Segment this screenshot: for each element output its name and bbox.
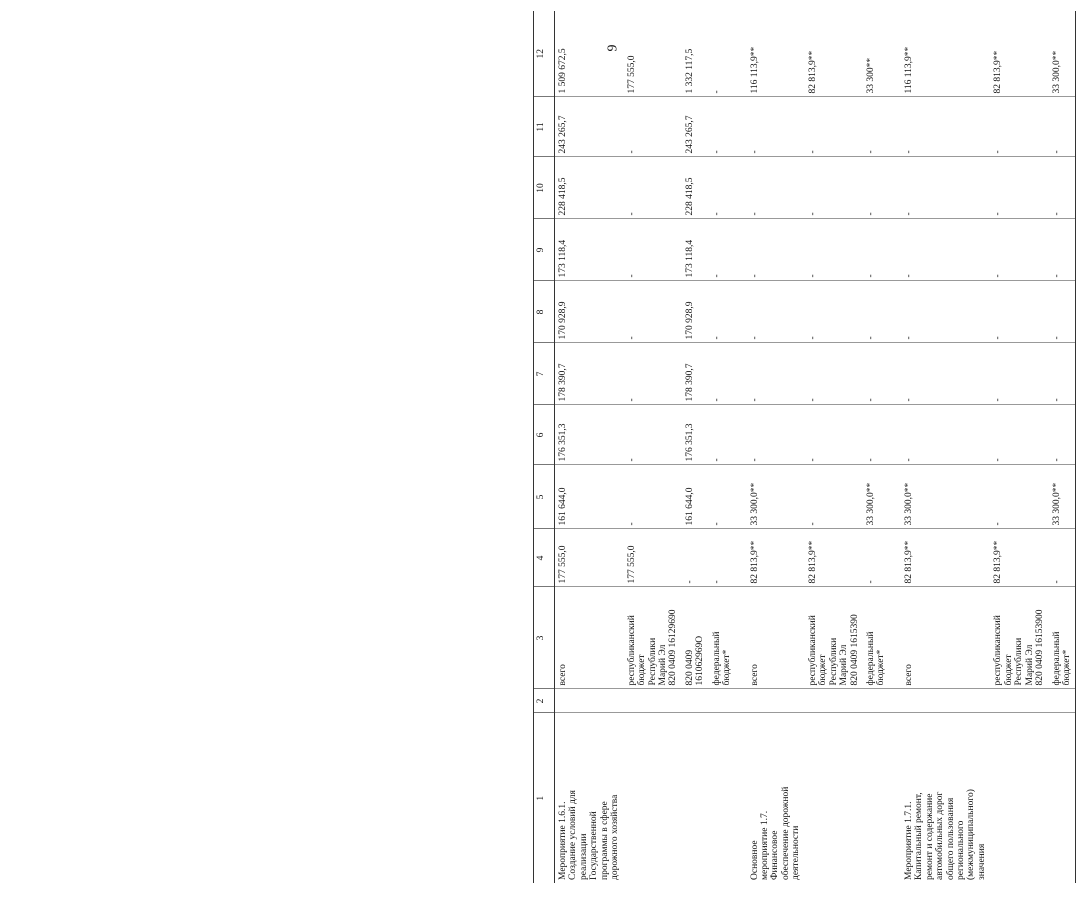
value-cell: 82 813,9** [805,11,863,97]
value-cell: - [863,97,890,157]
value-cell: 82 813,9** [890,529,991,587]
value-cell: - [990,405,1048,465]
value-cell: - [990,97,1048,157]
value-cell: - [709,11,736,97]
funding-source-cell: 820 0409 161062969О [682,587,709,689]
value-cell: - [736,343,805,405]
value-cell: - [990,343,1048,405]
value-cell: - [805,465,863,529]
value-cell: 170 928,9 [555,281,624,343]
value-cell: - [624,281,682,343]
value-cell: 33 300,0** [890,465,991,529]
value-cell: - [863,157,890,219]
executor-cell [709,689,736,713]
value-cell: 82 813,9** [990,529,1048,587]
value-cell: 177 555,0 [555,529,624,587]
measure-name-cell [1049,713,1076,883]
measure-name-cell [805,713,863,883]
value-cell: - [709,157,736,219]
value-cell: 176 351,3 [555,405,624,465]
value-cell: - [863,219,890,281]
funding-source-cell: республиканский бюджет Республики Марий Эл 820 0409 1615390 [805,587,863,689]
budget-table [533,11,1076,883]
executor-cell [1049,689,1076,713]
table-row [736,11,805,883]
value-cell: 161 644,0 [555,465,624,529]
table-row [805,11,863,883]
executor-cell [990,689,1048,713]
funding-source-cell: всего [736,587,805,689]
column-header-11: 11 [534,97,555,157]
column-header-7: 7 [534,343,555,405]
funding-source-cell: федеральный бюджет* [1049,587,1076,689]
measure-name-cell: Основное мероприятие 1.7. Финансовое обеспечение дорожной деятельности [749,786,802,880]
funding-source-cell: всего [890,587,991,689]
value-cell: - [709,465,736,529]
value-cell: - [890,97,991,157]
page-number: 9 [605,44,621,52]
executor-cell [890,689,991,713]
value-cell: - [1049,405,1076,465]
value-cell: 170 928,9 [682,281,709,343]
value-cell: - [890,281,991,343]
value-cell: 243 265,7 [682,97,709,157]
value-cell: 243 265,7 [555,97,624,157]
value-cell: - [890,405,991,465]
table-row [890,11,991,883]
value-cell: - [805,157,863,219]
value-cell: 177 555,0 [624,529,682,587]
value-cell: 116 113,9** [736,11,805,97]
value-cell: 178 390,7 [555,343,624,405]
funding-source-cell: республиканский бюджет Республики Марий Эл 820 0409 16129690 [624,587,682,689]
value-cell: 1 332 117,5 [682,11,709,97]
value-cell: - [736,97,805,157]
value-cell: - [624,343,682,405]
value-cell: - [805,281,863,343]
value-cell: - [709,529,736,587]
executor-cell [555,689,624,713]
value-cell: - [990,157,1048,219]
value-cell: 173 118,4 [682,219,709,281]
value-cell: - [709,97,736,157]
value-cell: 33 300,0** [1049,11,1076,97]
value-cell: 176 351,3 [682,405,709,465]
table-body [555,11,1076,883]
value-cell: - [1049,529,1076,587]
value-cell: - [709,219,736,281]
value-cell: - [990,281,1048,343]
value-cell: - [890,157,991,219]
value-cell: - [1049,97,1076,157]
value-cell: 177 555,0 [624,11,682,97]
value-cell: - [990,465,1048,529]
value-cell: 33 300,0** [736,465,805,529]
funding-source-cell: федеральный бюджет* [863,587,890,689]
value-cell: - [624,219,682,281]
table-row [709,11,736,883]
value-cell: - [709,405,736,465]
executor-cell [805,689,863,713]
measure-name-cell [709,713,736,883]
value-cell: - [890,219,991,281]
value-cell: 116 113,9** [890,11,991,97]
value-cell: - [709,281,736,343]
value-cell: 178 390,7 [682,343,709,405]
value-cell: - [736,281,805,343]
funding-source-cell: всего [555,587,624,689]
value-cell: 228 418,5 [682,157,709,219]
executor-cell [863,689,890,713]
measure-name-cell: Мероприятие 1.7.1. Капитальный ремонт, ремонт и содержание автомобильных дорог общего пользования регионального (межмуниципального) значения [903,789,987,880]
value-cell: - [890,343,991,405]
value-cell: - [1049,157,1076,219]
executor-cell [736,689,805,713]
column-header-8: 8 [534,281,555,343]
value-cell: 228 418,5 [555,157,624,219]
value-cell: - [1049,219,1076,281]
column-header-1: 1 [534,713,555,883]
value-cell: - [990,219,1048,281]
table-row [1049,11,1076,883]
value-cell: 82 813,9** [736,529,805,587]
measure-name-cell [624,713,682,883]
value-cell: - [805,405,863,465]
value-cell: 82 813,9** [805,529,863,587]
value-cell: 1 509 672,5 [555,11,624,97]
column-header-6: 6 [534,405,555,465]
value-cell: - [624,157,682,219]
column-header-2: 2 [534,689,555,713]
value-cell: 173 118,4 [555,219,624,281]
value-cell: - [682,529,709,587]
value-cell: - [863,281,890,343]
value-cell: 33 300,0** [1049,465,1076,529]
value-cell: - [709,343,736,405]
value-cell: - [805,97,863,157]
header-row [534,11,555,883]
value-cell: - [736,157,805,219]
column-header-9: 9 [534,219,555,281]
executor-cell [624,689,682,713]
funding-source-cell: федеральный бюджет* [709,587,736,689]
value-cell: - [736,405,805,465]
value-cell: 33 300,0** [863,465,890,529]
value-cell: - [1049,343,1076,405]
column-header-12: 12 [534,11,555,97]
measure-name-cell [990,713,1048,883]
value-cell: - [805,343,863,405]
value-cell: - [863,405,890,465]
value-cell: - [736,219,805,281]
value-cell: - [863,529,890,587]
funding-source-cell: республиканский бюджет Республики Марий Эл 820 0409 16153900 [990,587,1048,689]
rotated-page [0,15,1072,905]
value-cell: - [1049,281,1076,343]
table-row [624,11,682,883]
value-cell: 82 813,9** [990,11,1048,97]
measure-name-cell [863,713,890,883]
value-cell: - [624,465,682,529]
column-header-5: 5 [534,465,555,529]
column-header-3: 3 [534,587,555,689]
table-row [555,11,624,883]
value-cell: 161 644,0 [682,465,709,529]
column-header-4: 4 [534,529,555,587]
value-cell: - [805,219,863,281]
measure-name-cell [682,713,709,883]
executor-cell [682,689,709,713]
value-cell: - [624,405,682,465]
value-cell: - [863,343,890,405]
value-cell: - [624,97,682,157]
column-header-10: 10 [534,157,555,219]
table-row [863,11,890,883]
measure-name-cell: Мероприятие 1.6.1. Создание условий для реализации Государственной программы в сфере дорожного хозяйства [558,790,621,880]
table-row [990,11,1048,883]
table-row [682,11,709,883]
value-cell: 33 300** [863,11,890,97]
